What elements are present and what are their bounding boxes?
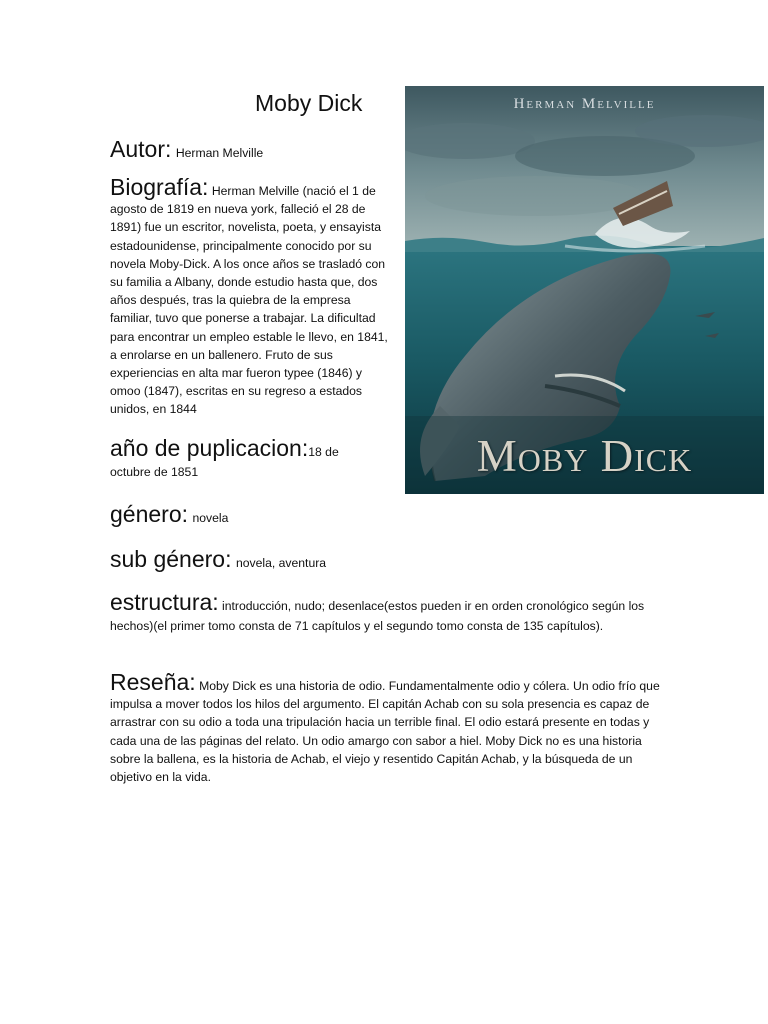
biografia-text: Herman Melville (nació el 1 de agosto de 1819 en nueva york, falleció el 28 de 1891) fue un escritor, novelista, poeta, y ensayista estadounidense, principalmente conocido por su novela Moby-Dick. A los once años se trasladó con su familia a Albany, donde estudio hasta que, dos años después, tras la quiebra de la empresa familiar, tuvo que ponerse a trabajar. La dificultad para encontrar un empleo estable le llevo, en 1841, a enrolarse en un ballenero. Fruto de sus experiencias en alta mar fueron typee (1846) y omoo (1847), escritas en su regreso a estados unidos, en 1844 xyxy=(110,184,388,417)
book-cover-image xyxy=(405,86,764,494)
cover-title: Moby Dick xyxy=(476,431,693,481)
genero-label: género: xyxy=(110,501,189,527)
page-title: Moby Dick xyxy=(255,90,363,116)
sub-genero-value: novela, aventura xyxy=(235,556,327,570)
autor-paragraph xyxy=(110,135,400,163)
autor-value: Herman Melville xyxy=(175,146,264,160)
autor-label: Autor: xyxy=(110,136,172,162)
genero-value: novela xyxy=(192,511,229,525)
genero-paragraph xyxy=(110,500,228,528)
estructura-paragraph xyxy=(110,589,655,636)
biografia-label: Biografía: xyxy=(110,174,209,200)
cover-author: Herman Melville xyxy=(513,96,656,112)
ano-publicacion-paragraph xyxy=(110,435,380,482)
resena-label: Reseña: xyxy=(110,669,196,695)
estructura-label: estructura: xyxy=(110,589,219,615)
resena-text: Moby Dick es una historia de odio. Fundamentalmente odio y cólera. Un odio frío que impulsa a mover todos los hilos del argumento. El capitán Achab con su sola presencia es capaz de arrastrar con su odio a toda una tripulación hacia un terrible final. El odio estará presente en todas y cada una de las páginas del relato. Un odio amargo con sabor a hiel. Moby Dick no es una historia sobre la ballena, es la historia de Achab, el viejo y resentido Capitán Achab, y la búsqueda de un objetivo en la vida. xyxy=(110,679,660,785)
ano-publicacion-value: 18 de octubre de 1851 xyxy=(110,445,339,479)
estructura-value: introducción, nudo; desenlace(estos pueden ir en orden cronológico según los hechos)(el primer tomo consta de 71 capítulos y el segundo tomo consta de 135 capítulos). xyxy=(110,599,645,633)
resena-paragraph xyxy=(110,669,665,786)
ano-publicacion-label: año de puplicacion: xyxy=(110,435,309,461)
biografia-paragraph xyxy=(110,174,395,419)
sub-genero-label: sub género: xyxy=(110,546,232,572)
sub-genero-paragraph xyxy=(110,545,326,573)
